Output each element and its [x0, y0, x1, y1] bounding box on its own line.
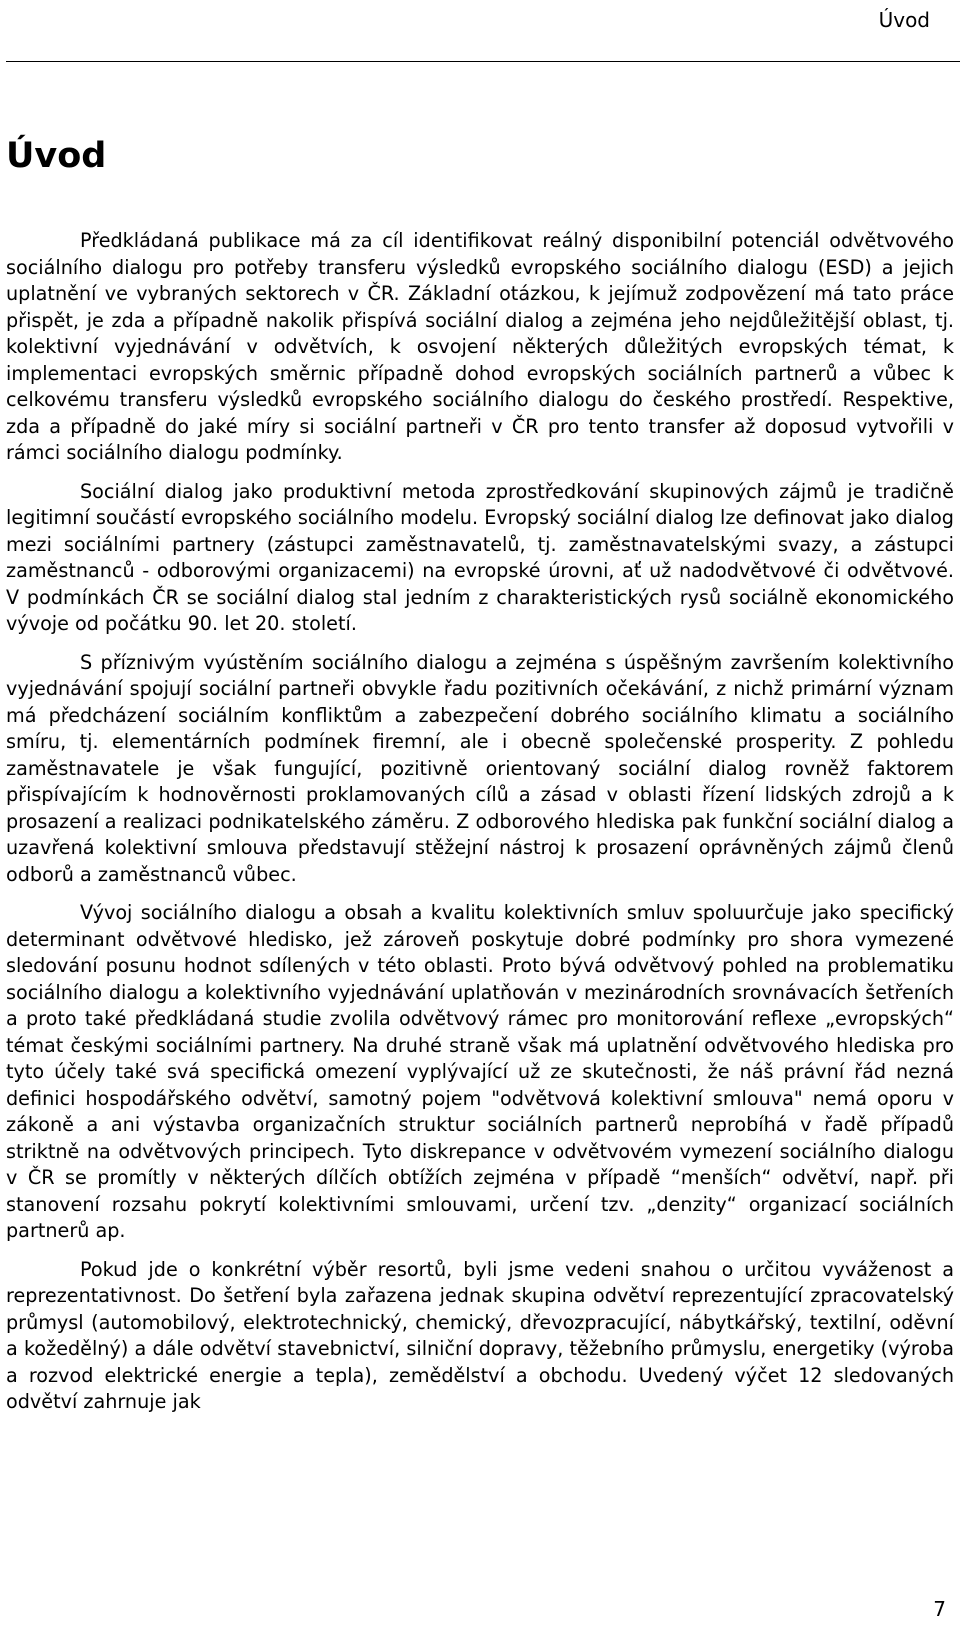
page-title: Úvod	[6, 136, 107, 176]
body-text	[6, 228, 954, 1428]
running-header: Úvod	[878, 8, 930, 32]
header-rule	[6, 61, 960, 62]
page-number: 7	[933, 1597, 946, 1621]
paragraph-2: Sociální dialog jako produktivní metoda zprostředkování skupinových zájmů je tradičně legitimní součástí evropského sociálního modelu. Evropský sociální dialog lze definovat jako dialog mezi sociálními partnery (zástupci zaměstnavatelů, tj. zaměstnavatelskými svazy, a zástupci zaměstnanců - odborovými organizacemi) na evropské úrovni, ať už nadodvětvové či odvětvové. V podmínkách ČR se sociální dialog stal jedním z charakteristických rysů sociálně ekonomického vývoje od počátku 90. let 20. století.	[6, 479, 954, 635]
paragraph-3: S příznivým vyústěním sociálního dialogu a zejména s úspěšným završením kolektivního vyjednávání spojují sociální partneři obvykle řadu pozitivních očekávání, z nichž primární význam má předcházení sociálním konfliktům a zabezpečení dobrého sociálního klimatu a sociálního smíru, tj. elementárních podmínek firemní, ale i obecně společenské prosperity. Z pohledu zaměstnavatele je však fungující, pozitivně orientovaný sociální dialog rovněž faktorem přispívajícím k hodnověrnosti proklamovaných cílů a zásad v oblasti řízení lidských zdrojů a k prosazení a realizaci podnikatelského záměru. Z odborového hlediska pak funkční sociální dialog a uzavřená kolektivní smlouva představují stěžejní nástroj k prosazení oprávněných zájmů členů odborů a zaměstnanců vůbec.	[6, 650, 954, 886]
paragraph-1: Předkládaná publikace má za cíl identifikovat reálný disponibilní potenciál odvětvového sociálního dialogu pro potřeby transferu výsledků evropského sociálního dialogu (ESD) a jejich uplatnění ve vybraných sektorech v ČR. Základní otázkou, k jejímuž zodpovězení má tato práce přispět, je zda a případně nakolik přispívá sociální dialog a zejména jeho nejdůležitější oblast, tj. kolektivní vyjednávání v odvětvích, k osvojení některých důležitých evropských témat, k implementaci evropských směrnic případně dohod evropských sociálních partnerů a vůbec k celkovému transferu výsledků evropského sociálního dialogu do českého prostředí. Respektive, zda a případně do jaké míry si sociální partneři v ČR pro tento transfer až doposud vytvořili v rámci sociálního dialogu podmínky.	[6, 229, 954, 464]
paragraph-5: Pokud jde o konkrétní výběr resortů, byli jsme vedeni snahou o určitou vyváženost a reprezentativnost. Do šetření byla zařazena jednak skupina odvětví reprezentující zpracovatelský průmysl (automobilový, elektrotechnický, chemický, dřevozpracující, nábytkářský, textilní, oděvní a kožedělný) a dále odvětví stavebnictví, silniční dopravy, těžebního průmyslu, energetiky (výroba a rozvod elektrické energie a tepla), zemědělství a obchodu. Uvedený výčet 12 sledovaných odvětví zahrnuje jak	[6, 1257, 954, 1413]
paragraph-4: Vývoj sociálního dialogu a obsah a kvalitu kolektivních smluv spoluurčuje jako specifický determinant odvětvové hledisko, jež zároveň poskytuje dobré podmínky pro shora vymezené sledování posunu hodnot sdílených v této oblasti. Proto bývá odvětvový pohled na problematiku sociálního dialogu a kolektivního vyjednávání uplatňován v mezinárodních srovnávacích šetřeních a proto také předkládaná studie zvolila odvětvový rámec pro monitorování reflexe „evropských“ témat českými sociálními partnery. Na druhé straně však má uplatnění odvětvového hlediska pro tyto účely také svá specifická omezení vyplývající už ze skutečnosti, že náš právní řád nezná definici hospodářského odvětví, samotný pojem "odvětvová kolektivní smlouva" nemá oporu v zákoně a ani výstavba organizačních struktur sociálních partnerů neprobíhá v řadě případů striktně na odvětvových principech. Tyto diskrepance v odvětvovém vymezení sociálního dialogu v ČR se promítly v některých dílčích obtížích zejména v případě “menších“ odvětví, např. při stanovení rozsahu pokrytí kolektivními smlouvami, určení tzv. „denzity“ organizací sociálních partnerů ap.	[6, 901, 954, 1242]
